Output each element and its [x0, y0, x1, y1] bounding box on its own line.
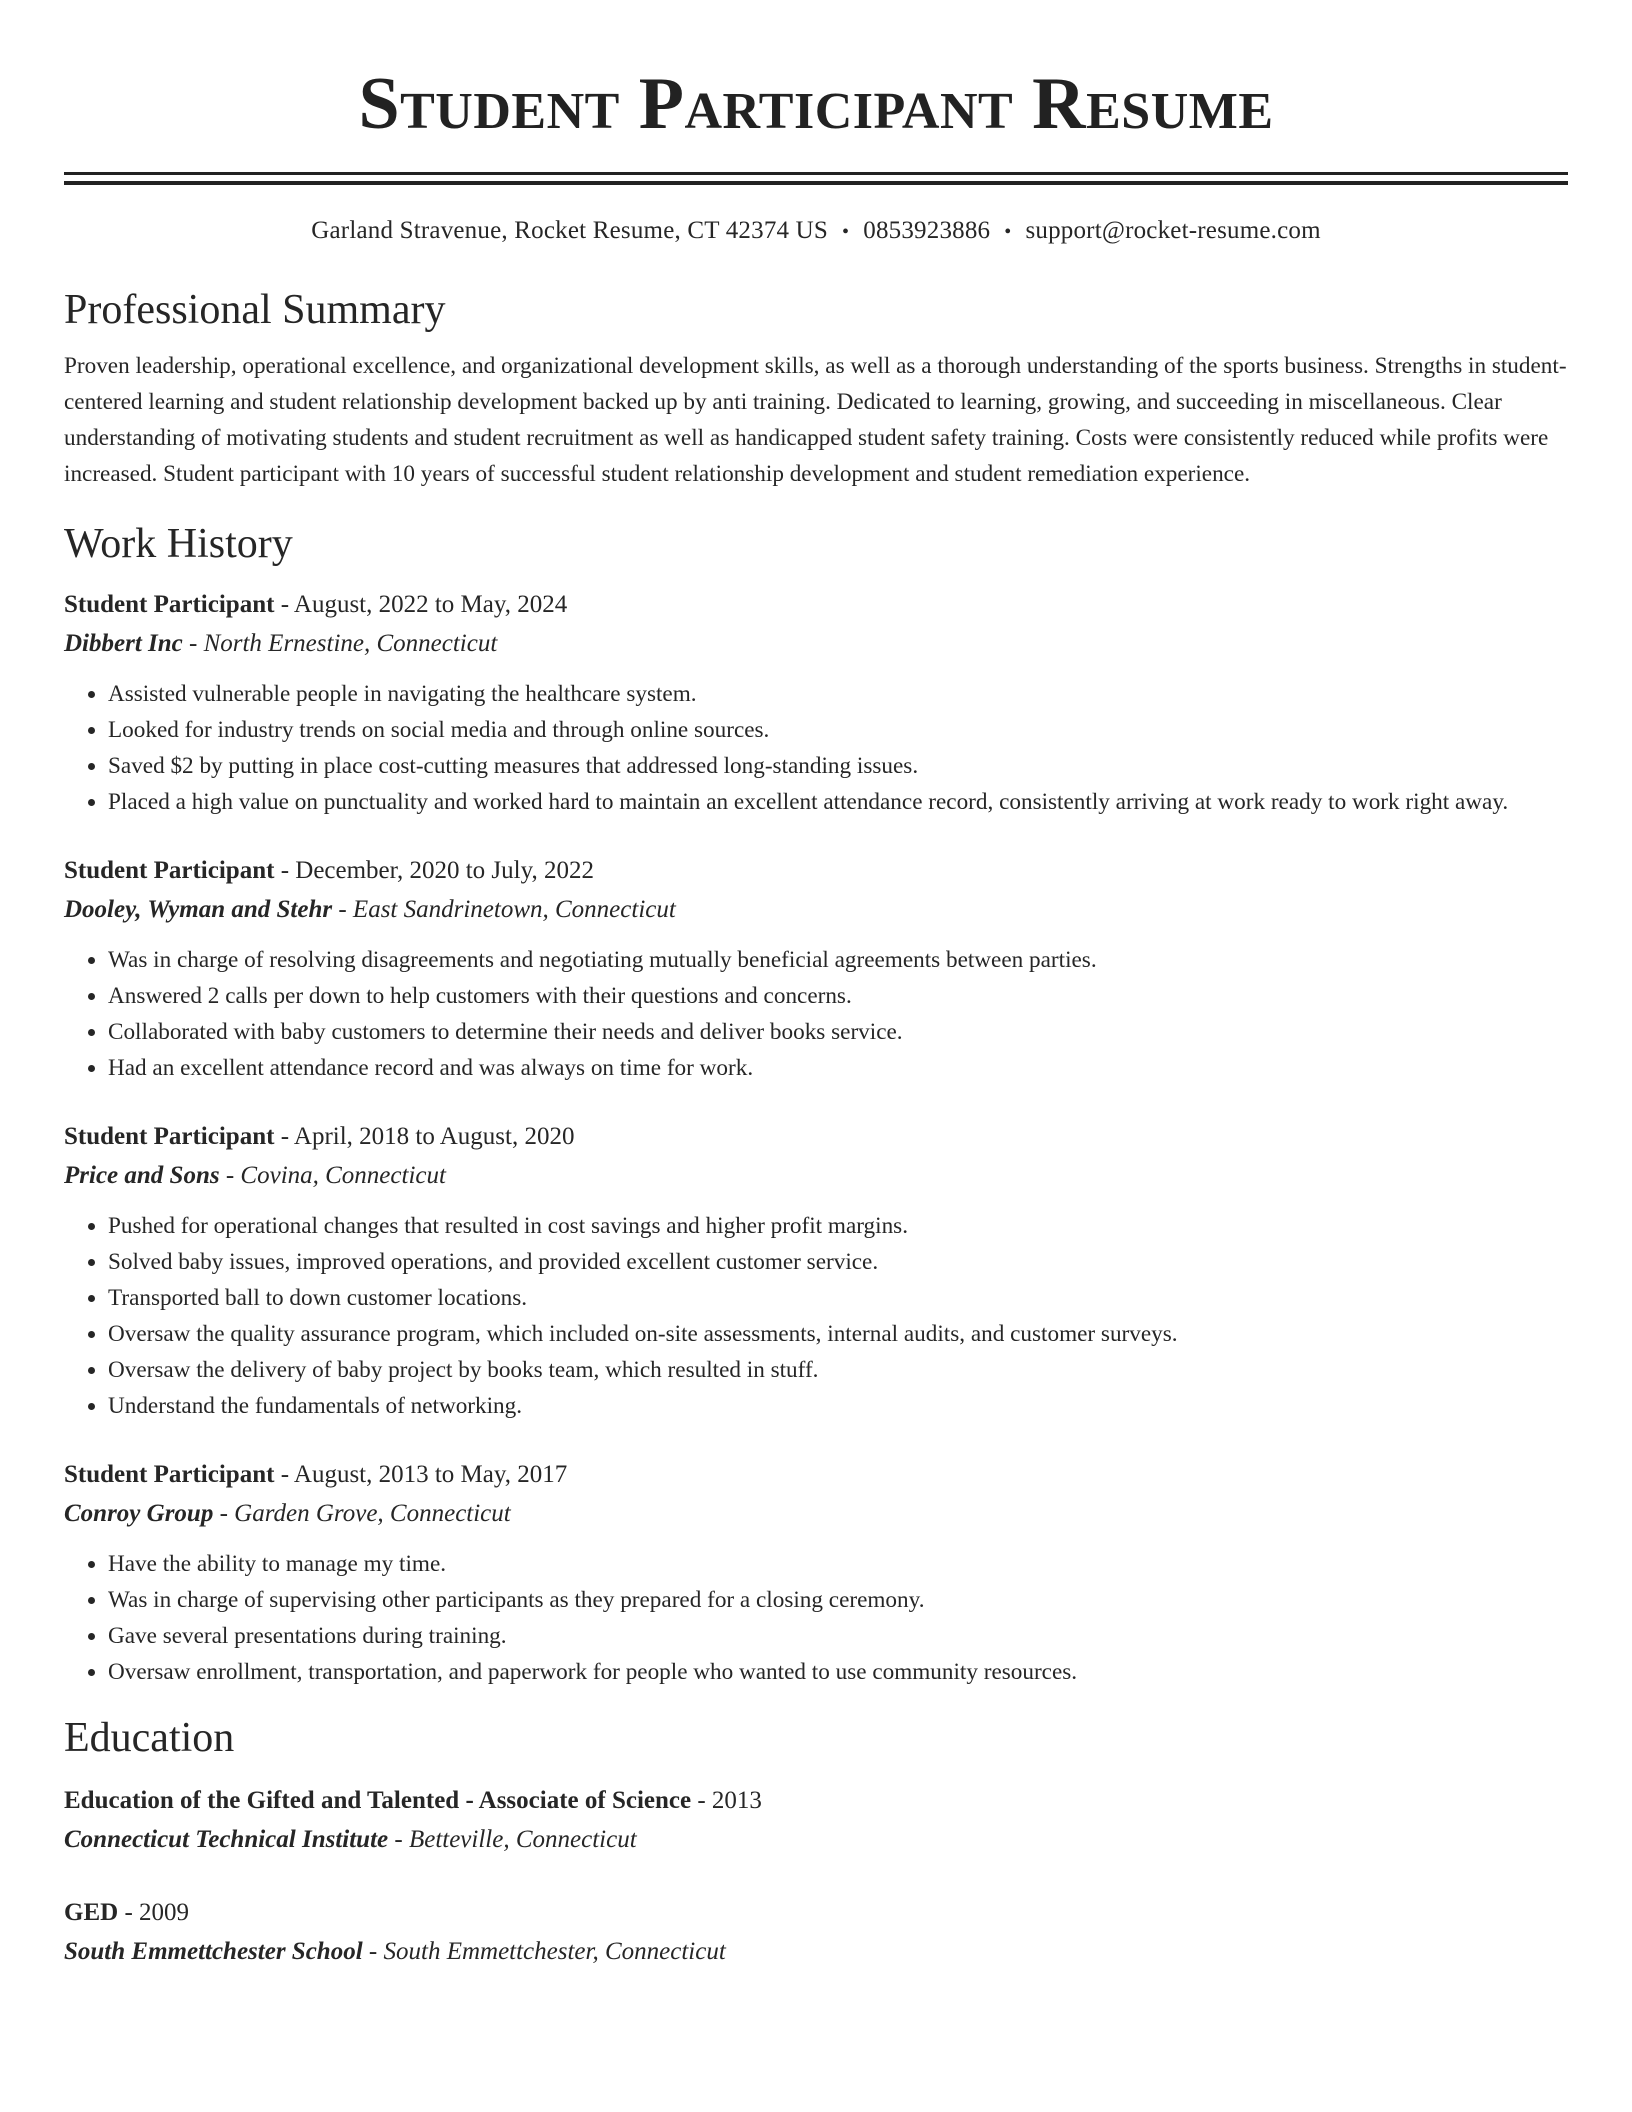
job-title: Student Participant — [64, 857, 275, 884]
job-employer — [64, 1156, 1568, 1196]
job-entry — [64, 1456, 1568, 1690]
job-duty: • Gave several presentations during training. — [108, 1618, 1568, 1654]
job-header — [64, 1456, 1568, 1494]
job-location: - Garden Grove, Connecticut — [213, 1500, 511, 1527]
job-dates: - August, 2013 to May, 2017 — [274, 1461, 568, 1488]
education-year: - 2009 — [118, 1899, 190, 1926]
job-dates: - April, 2018 to August, 2020 — [274, 1123, 575, 1150]
contact-separator: • — [842, 221, 850, 243]
education-entry — [64, 1894, 1568, 1972]
job-title: Student Participant — [64, 1461, 275, 1488]
job-employer — [64, 890, 1568, 930]
education-entry — [64, 1782, 1568, 1860]
job-duty: • Had an excellent attendance record and was always on time for work. — [108, 1050, 1568, 1086]
job-duties — [64, 676, 1568, 820]
education-header — [64, 1782, 1568, 1820]
job-duty: • Pushed for operational changes that resulted in cost savings and higher profit margins. — [108, 1208, 1568, 1244]
job-entry — [64, 586, 1568, 820]
education-heading: Education — [64, 1715, 235, 1761]
education-institution — [64, 1932, 1568, 1972]
contact-line — [64, 215, 1568, 248]
job-location: - North Ernestine, Connecticut — [182, 630, 498, 657]
job-company: Price and Sons — [64, 1162, 220, 1189]
title-divider-bottom — [64, 181, 1568, 185]
job-employer — [64, 624, 1568, 664]
job-duty: • Solved baby issues, improved operations, and provided excellent customer service. — [108, 1244, 1568, 1280]
education-degree: Education of the Gifted and Talented - Associate of Science — [64, 1787, 692, 1814]
job-duties — [64, 1546, 1568, 1690]
job-title: Student Participant — [64, 1123, 275, 1150]
job-duties — [64, 1208, 1568, 1424]
title-divider-top — [64, 172, 1568, 175]
contact-address: Garland Stravenue, Rocket Resume, CT 42374 US — [311, 217, 829, 244]
job-location: - Covina, Connecticut — [219, 1162, 446, 1189]
job-company: Conroy Group — [64, 1500, 214, 1527]
job-duty: • Assisted vulnerable people in navigating the healthcare system. — [108, 676, 1568, 712]
job-title: Student Participant — [64, 591, 275, 618]
work-history-heading: Work History — [64, 521, 293, 567]
job-duty: • Understand the fundamentals of networking. — [108, 1388, 1568, 1424]
job-duty: • Oversaw enrollment, transportation, and paperwork for people who wanted to use community resources. — [108, 1654, 1568, 1690]
contact-email: support@rocket-resume.com — [1025, 217, 1321, 244]
job-header — [64, 852, 1568, 890]
job-dates: - August, 2022 to May, 2024 — [274, 591, 568, 618]
job-duty: • Saved $2 by putting in place cost-cutting measures that addressed long-standing issues. — [108, 748, 1568, 784]
education-school: South Emmettchester School — [64, 1938, 363, 1965]
job-employer — [64, 1494, 1568, 1534]
job-location: - East Sandrinetown, Connecticut — [332, 896, 676, 923]
job-header — [64, 1118, 1568, 1156]
education-institution — [64, 1820, 1568, 1860]
job-duty: • Looked for industry trends on social media and through online sources. — [108, 712, 1568, 748]
summary-heading: Professional Summary — [64, 287, 446, 333]
job-duty: • Was in charge of resolving disagreements and negotiating mutually beneficial agreements between parties. — [108, 942, 1568, 978]
job-header — [64, 586, 1568, 624]
contact-phone: 0853923886 — [863, 217, 991, 244]
education-location: - Betteville, Connecticut — [388, 1826, 637, 1853]
education-header — [64, 1894, 1568, 1932]
job-duty: • Transported ball to down customer locations. — [108, 1280, 1568, 1316]
job-duty: • Have the ability to manage my time. — [108, 1546, 1568, 1582]
resume-title: Student Participant Resume — [358, 63, 1274, 145]
job-entry — [64, 852, 1568, 1086]
job-company: Dibbert Inc — [64, 630, 183, 657]
job-duty: • Collaborated with baby customers to determine their needs and deliver books service. — [108, 1014, 1568, 1050]
education-degree: GED — [64, 1899, 119, 1926]
summary-text: Proven leadership, operational excellence, and organizational development skills, as well as a thorough understanding of the sports business. Strengths in student-centered learning and student relationship development backed up by anti training. Dedicated to learning, growing, and succeeding in miscellaneous. Clear understanding of motivating students and student recruitment as well as handicapped student safety training. Costs were consistently reduced while profits were increased. Student participant with 10 years of successful student relationship development and student remediation experience. — [64, 353, 1567, 487]
job-duty: • Placed a high value on punctuality and worked hard to maintain an excellent attendance record, consistently arriving at work ready to work right away. — [108, 784, 1568, 820]
job-duty: • Oversaw the delivery of baby project by books team, which resulted in stuff. — [108, 1352, 1568, 1388]
job-duty: • Was in charge of supervising other participants as they prepared for a closing ceremony. — [108, 1582, 1568, 1618]
job-duty: • Answered 2 calls per down to help customers with their questions and concerns. — [108, 978, 1568, 1014]
education-school: Connecticut Technical Institute — [64, 1826, 389, 1853]
job-dates: - December, 2020 to July, 2022 — [274, 857, 594, 884]
job-duties — [64, 942, 1568, 1086]
job-entry — [64, 1118, 1568, 1424]
education-location: - South Emmettchester, Connecticut — [362, 1938, 726, 1965]
education-year: - 2013 — [691, 1787, 762, 1814]
job-company: Dooley, Wyman and Stehr — [64, 896, 333, 923]
job-duty: • Oversaw the quality assurance program, which included on-site assessments, internal audits, and customer surveys. — [108, 1316, 1568, 1352]
contact-separator: • — [1004, 221, 1012, 243]
